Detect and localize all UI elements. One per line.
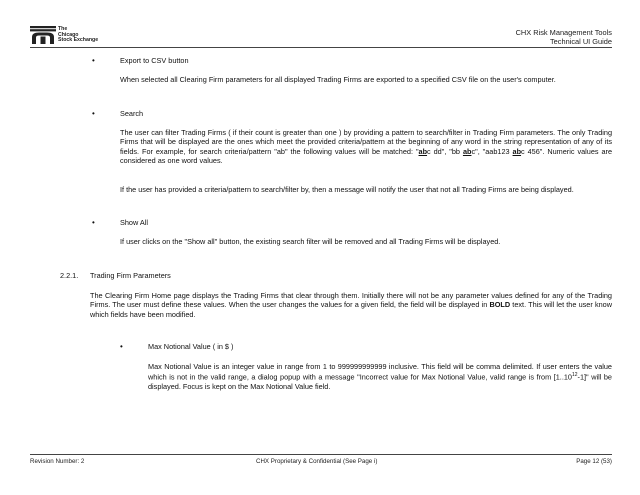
footer-divider [30,454,612,455]
search-paragraph: The user can filter Trading Firms ( if their count is greater than one ) by providing a pattern to search/filter in Trading Firm parameters. The only Trading Firms that will be displayed are the ones which meet the provided criteria/pattern at the beginning of any word in the string representation of any of its fields. For example, for search criteria/pattern "ab" the following values will be matched: "abc dd", "bb abc", "aab123 abc 456". Numeric values are considered as one word values. [120,128,613,165]
section-paragraph: The Clearing Firm Home page displays the Trading Firms that clear through them. Initially there will not be any parameter values defined for any of the Trading Firms. The user must define these values. When the user changes the values for a given field, the field will be displayed in BOLD text. This will let the user know which fields have been modified. [90,291,612,319]
export-paragraph: When selected all Clearing Firm parameters for all displayed Trading Firms are exported to a specified CSV file on the user's computer. [120,75,556,84]
page-header [30,26,612,46]
chx-logo [30,26,112,46]
showall-paragraph: If user clicks on the "Show all" button, the existing search filter will be removed and all Trading Firms will be displayed. [120,237,501,246]
section-heading: Trading Firm Parameters [90,271,171,280]
document-title [516,28,612,46]
confidential-notice: CHX Proprietary & Confidential (See Page i) [256,458,378,465]
page-number: Page 12 (53) [576,458,612,465]
doc-title-line2: Technical UI Guide [549,37,612,46]
bullet-icon: • [120,342,123,351]
export-heading: Export to CSV button [120,56,189,65]
logo-line: Stock Exchange [58,37,99,44]
bullet-icon: • [92,109,95,118]
header-divider [30,47,612,48]
chx-logo-icon [30,26,56,44]
section-number: 2.2.1. [60,271,79,280]
revision-number: Revision Number: 2 [30,458,85,465]
logo-text [58,27,98,44]
showall-heading: Show All [120,218,148,227]
maxnot-paragraph: Max Notional Value is an integer value in range from 1 to 999999999999 inclusive. This field will be comma delimited. If user enters the value which is not in the valid range, a dialog popup with a message "Incorrect value for Max Notional Value, valid range is from [1..10$^{12}$-1]" will be displayed. Focus is kept on the Max Notional Value field. [148,362,612,392]
logo-line: Chicago [58,31,79,38]
maxnot-heading: Max Notional Value ( in $ ) [148,342,234,351]
doc-title-line1: CHX Risk Management Tools [515,28,612,37]
search-notice-paragraph: If the user has provided a criteria/pattern to search/filter by, then a message will notify the user that not all Trading Firms are being displayed. [120,185,574,194]
bullet-icon: • [92,56,95,65]
bullet-icon: • [92,218,95,227]
search-heading: Search [120,109,144,118]
logo-line: The [58,26,68,32]
